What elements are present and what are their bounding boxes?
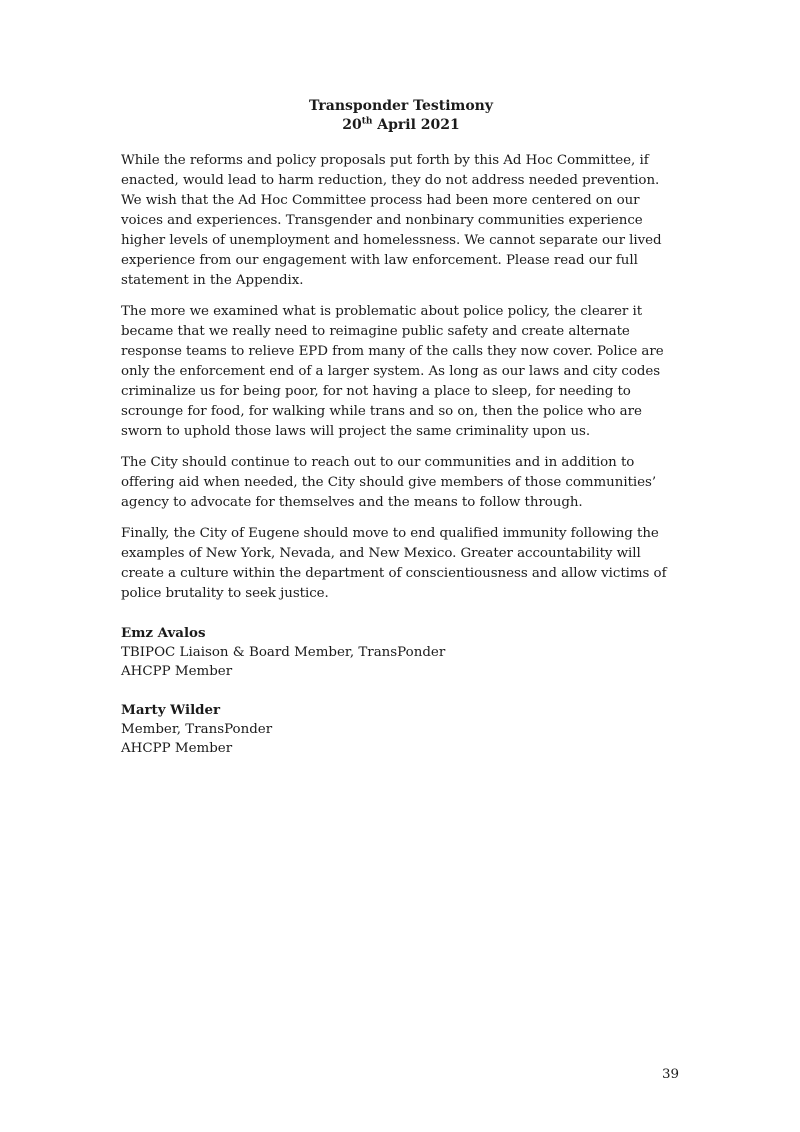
date-suffix: th bbox=[361, 116, 373, 127]
signatory-name: Marty Wilder bbox=[121, 702, 221, 718]
date-day: 20 bbox=[342, 117, 362, 133]
paragraph-1: While the reforms and policy proposals put forth by this Ad Hoc Committee, if enacted, would lead to harm reduction, they do not address needed prevention. We wish that the Ad Hoc Committee process had been more centered on our voices and experiences. Transgender and nonbinary communities experience higher levels of unemployment and homelessness. We cannot separate our lived experience from our engagement with law enforcement. Please read our full statement in the Appendix. bbox=[121, 153, 662, 288]
signatory-name: Emz Avalos bbox=[121, 625, 206, 641]
signature-block-2 bbox=[121, 701, 681, 758]
document-title: Transponder Testimony bbox=[308, 98, 493, 114]
paragraph-3: The City should continue to reach out to our communities and in addition to offering aid when needed, the City should give members of those communities’ agency to advocate for themselves and the means to follow through. bbox=[121, 455, 657, 510]
page-number: 39 bbox=[661, 1067, 679, 1082]
signatory-membership: AHCPP Member bbox=[121, 741, 233, 756]
paragraph-2: The more we examined what is problematic about police policy, the clearer it became that we really need to reimagine public safety and create alternate response teams to relieve EPD from many of the calls they now cover. Police are only the enforcement end of a larger system. As long as our laws and city codes criminalize us for being poor, for not having a place to sleep, for needing to scrounge for food, for walking while trans and so on, then the police who are sworn to uphold those laws will project the same criminality upon us. bbox=[121, 304, 664, 439]
signatory-role: Member, TransPonder bbox=[121, 722, 273, 737]
document-date bbox=[121, 116, 681, 135]
signatory-role: TBIPOC Liaison & Board Member, TransPonder bbox=[121, 645, 446, 660]
paragraph-4: Finally, the City of Eugene should move to end qualified immunity following the examples of New York, Nevada, and New Mexico. Greater accountability will create a culture within the department of conscientiousness and allow victims of police brutality to seek justice. bbox=[121, 526, 667, 601]
signatory-membership: AHCPP Member bbox=[121, 664, 233, 679]
title-block bbox=[121, 97, 681, 135]
document-page bbox=[121, 97, 681, 758]
date-rest: April 2021 bbox=[372, 117, 460, 133]
signature-block-1 bbox=[121, 624, 681, 681]
